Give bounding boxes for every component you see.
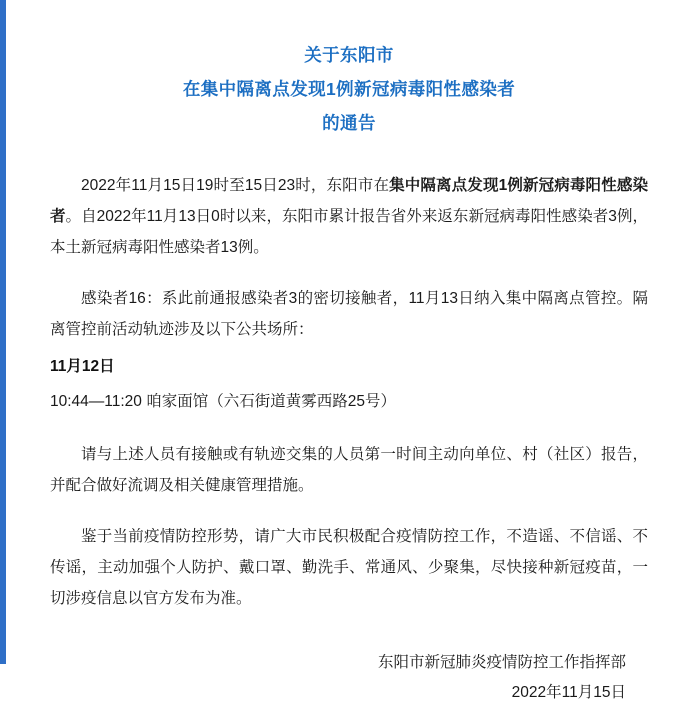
title-line-1: 关于东阳市 (304, 45, 394, 65)
signature-date: 2022年11月15日 (511, 684, 626, 701)
paragraph-summary-part2: 。自2022年11月13日0时以来，东阳市累计报告省外来返东新冠病毒阳性感染者3例，本土新冠病毒阳性感染者13例。 (50, 208, 648, 256)
paragraph-prevention-advice: 鉴于当前疫情防控形势，请广大市民积极配合疫情防控工作，不造谣、不信谣、不传谣，主动加强个人防护、戴口罩、勤洗手、常通风、少聚集，尽快接种新冠疫苗，一切涉疫信息以官方发布为准。 (50, 528, 648, 607)
signature-organization: 东阳市新冠肺炎疫情防控工作指挥部 (377, 654, 626, 671)
trace-location-item: 10:44—11:20 咱家面馆（六石街道黄雾西路25号） (50, 393, 396, 410)
signature-block (50, 648, 648, 708)
paragraph-report-request: 请与上述人员有接触或有轨迹交集的人员第一时间主动向单位、村（社区）报告，并配合做好流调及相关健康管理措施。 (50, 446, 648, 494)
document-body (50, 170, 648, 614)
trace-date-heading: 11月12日 (50, 358, 115, 375)
paragraph-summary-part1: 2022年11月15日19时至15日23时，东阳市在 (81, 177, 390, 194)
paragraph-summary (50, 170, 648, 263)
paragraph-case-detail: 感染者16：系此前通报感染者3的密切接触者，11月13日纳入集中隔离点管控。隔离管控前活动轨迹涉及以下公共场所： (50, 290, 648, 338)
paragraph-summary-highlight: 集中隔离点发现1例新冠病毒阳性感染者 (50, 177, 648, 225)
page-title (50, 28, 648, 140)
title-line-3: 的通告 (322, 113, 376, 133)
title-line-2: 在集中隔离点发现1例新冠病毒阳性感染者 (182, 79, 516, 99)
document-content (6, 0, 692, 701)
